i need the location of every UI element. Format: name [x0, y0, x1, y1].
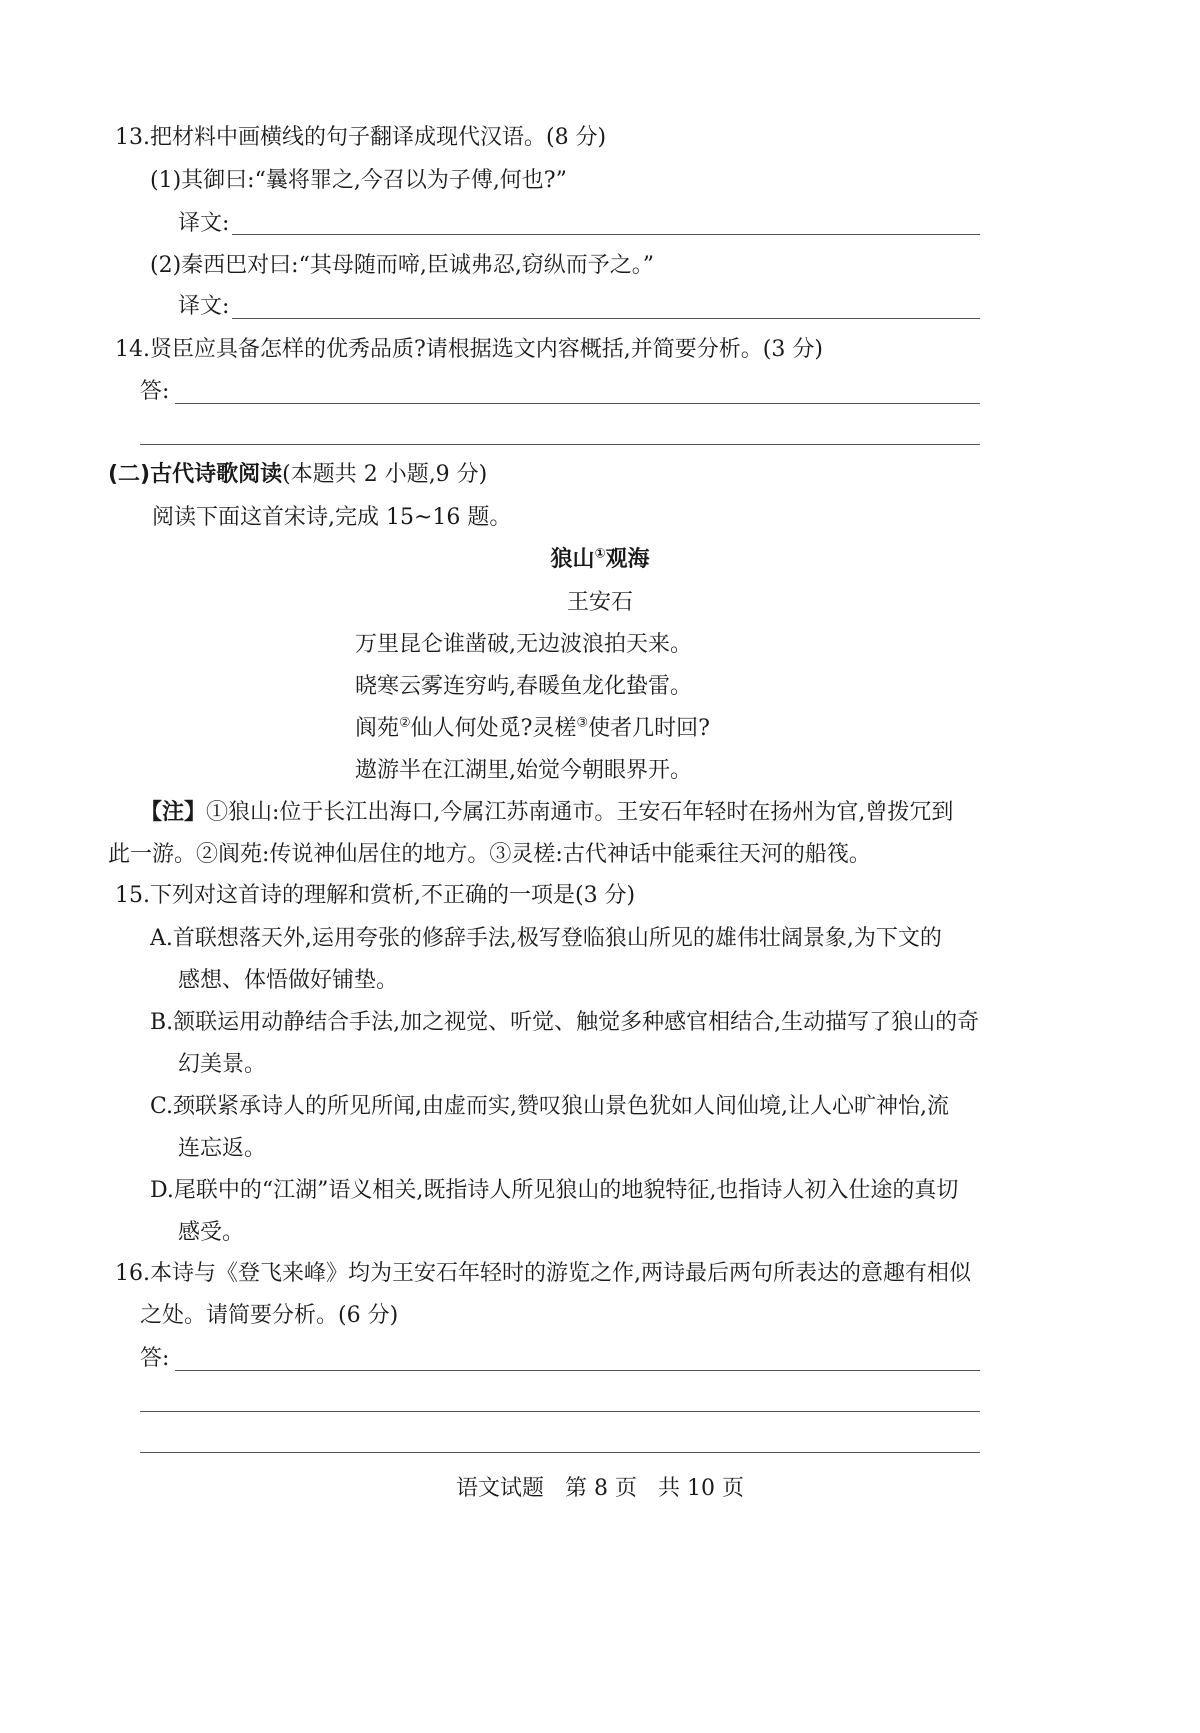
q13-sentence-1: (1)其御曰:“曩将罪之,今召以为子傅,何也?”: [150, 168, 567, 193]
q13-title: 13.把材料中画横线的句子翻译成现代汉语。(8 分): [115, 125, 607, 150]
note-label: 【注】: [140, 800, 207, 825]
q16-answer-line-1[interactable]: [175, 1370, 980, 1371]
q16-answer-line-2[interactable]: [140, 1411, 980, 1412]
q14-answer-label: 答:: [140, 379, 170, 404]
q15-option-a-cont: 感想、体悟做好铺垫。: [178, 968, 399, 993]
q15-option-d: D.尾联中的“江湖”语义相关,既指诗人所见狼山的地貌特征,也指诗人初入仕途的真切: [150, 1178, 959, 1203]
q16-title-cont: 之处。请简要分析。(6 分): [140, 1303, 399, 1328]
q15-option-c-cont: 连忘返。: [178, 1136, 267, 1161]
note-line-1: 【注】①狼山:位于长江出海口,今属江苏南通市。王安石年轻时在扬州为官,曾拨冗到: [140, 800, 954, 825]
q13-sentence-2: (2)秦西巴对曰:“其母随而啼,臣诚弗忍,窃纵而予之。”: [150, 253, 655, 278]
q13-answer-line-2[interactable]: [232, 318, 980, 319]
q14-answer-line-2[interactable]: [140, 444, 980, 445]
q13-translation-label-1: 译文:: [178, 211, 230, 236]
poem-line-4: 遨游半在江湖里,始觉今朝眼界开。: [355, 758, 692, 783]
q15-title: 15.下列对这首诗的理解和赏析,不正确的一项是(3 分): [115, 883, 636, 908]
q14-title: 14.贤臣应具备怎样的优秀品质?请根据选文内容概括,并简要分析。(3 分): [115, 337, 823, 362]
poem-author: 王安石: [566, 590, 633, 615]
poem-title: 狼山①观海: [550, 546, 650, 572]
q16-answer-label: 答:: [140, 1346, 170, 1371]
q15-option-d-cont: 感受。: [178, 1220, 245, 1245]
section-heading-note: (本题共 2 小题,9 分): [282, 462, 488, 487]
poem-line-1: 万里昆仑谁凿破,无边波浪拍天来。: [355, 632, 692, 657]
q15-option-a: A.首联想落天外,运用夸张的修辞手法,极写登临狼山所见的雄伟壮阔景象,为下文的: [150, 926, 942, 951]
section-instruction: 阅读下面这首宋诗,完成 15~16 题。: [152, 505, 512, 530]
q15-option-c: C.颈联紧承诗人的所见所闻,由虚而实,赞叹狼山景色犹如人间仙境,让人心旷神怡,流: [150, 1094, 950, 1119]
section-heading: [108, 460, 487, 490]
section-heading-title: (二)古代诗歌阅读: [108, 462, 283, 487]
poem-line-2: 晓寒云雾连穷屿,春暖鱼龙化蛰雷。: [355, 674, 692, 699]
poem-line-3: 阆苑②仙人何处觅?灵槎③使者几时回?: [355, 715, 710, 741]
q14-answer-line-1[interactable]: [175, 403, 980, 404]
q13-translation-label-2: 译文:: [178, 294, 230, 319]
note-line-2: 此一游。②阆苑:传说神仙居住的地方。③灵槎:古代神话中能乘往天河的船筏。: [108, 842, 871, 867]
q16-title: 16.本诗与《登飞来峰》均为王安石年轻时的游览之作,两诗最后两句所表达的意趣有相似: [115, 1261, 971, 1286]
q16-answer-line-3[interactable]: [140, 1452, 980, 1453]
q15-option-b: B.颔联运用动静结合手法,加之视觉、听觉、触觉多种感官相结合,生动描写了狼山的奇: [150, 1010, 980, 1035]
q15-option-b-cont: 幻美景。: [178, 1052, 267, 1077]
page-footer: 语文试题 第 8 页 共 10 页: [456, 1476, 744, 1501]
q13-answer-line-1[interactable]: [232, 234, 980, 235]
